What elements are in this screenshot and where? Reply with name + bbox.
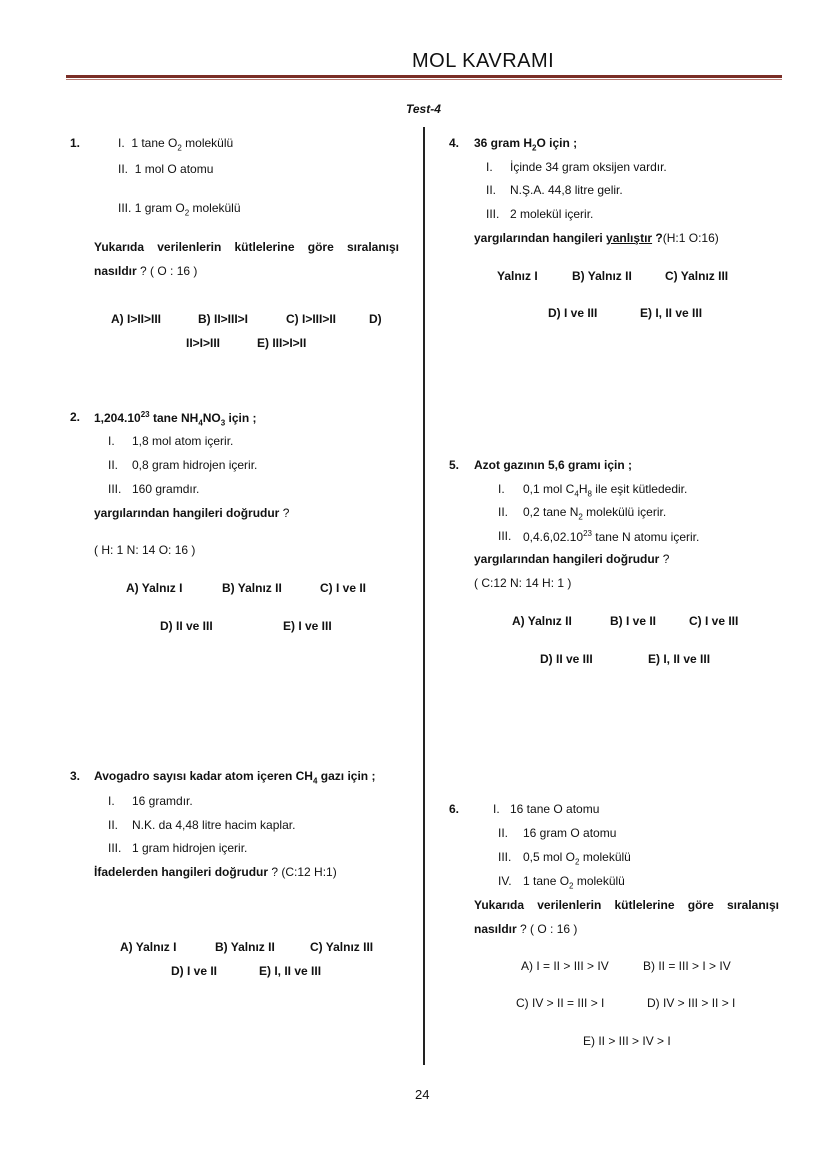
option-d[interactable]: D): [369, 312, 382, 326]
option-e[interactable]: E) II > III > IV > I: [583, 1034, 671, 1048]
item-ii-text: N.Ş.A. 44,8 litre gelir.: [510, 183, 623, 197]
item-iii: III. 1 gram $O_2$ molekülü: [118, 201, 241, 218]
option-c[interactable]: C) Yalnız III: [310, 940, 374, 954]
option-a[interactable]: A) I = II > III > IV: [521, 959, 609, 973]
item-iii-text: 0,5 mol $O_2$ molekülü: [523, 850, 631, 867]
question-prompt: yargılarından hangileri doğrudur ?: [474, 552, 670, 566]
atomic-masses: ( H: 1 N: 14 O: 16 ): [94, 543, 196, 557]
item-ii-text: 16 gram O atomu: [523, 826, 617, 840]
option-a[interactable]: Yalnız I: [497, 269, 538, 283]
item-iii-text: 0,4.6,02.10$^{23}$ tane N atomu içerir.: [523, 529, 700, 544]
item-i: I.: [108, 794, 115, 808]
question-number: 1.: [70, 136, 81, 150]
item-ii: II.: [108, 818, 119, 832]
item-iii-text: 160 gramdır.: [132, 482, 200, 496]
question-prompt: yargılarından hangileri yanlıştır ?(H:1 O:16): [474, 231, 719, 245]
item-i: I.: [108, 434, 115, 448]
option-b[interactable]: B) Yalnız II: [572, 269, 632, 283]
question-stem: Avogadro sayısı kadar atom içeren $CH_4$ gazı için ;: [94, 769, 376, 786]
option-c[interactable]: C) I ve III: [689, 614, 739, 628]
item-i-text: 0,1 mol $C_4H_8$ ile eşit kütlededir.: [523, 482, 688, 499]
item-iii: III.: [498, 850, 512, 864]
question-stem-2: nasıldır ? ( O : 16 ): [94, 264, 198, 278]
option-d-value[interactable]: II>I>III: [186, 336, 221, 350]
question-stem-2: nasıldır ? ( O : 16 ): [474, 922, 578, 936]
item-ii: II.: [498, 826, 509, 840]
item-iii: III.: [108, 841, 122, 855]
option-d[interactable]: D) II ve III: [540, 652, 593, 666]
option-a[interactable]: A) Yalnız II: [512, 614, 572, 628]
option-d[interactable]: D) II ve III: [160, 619, 213, 633]
option-a[interactable]: A) Yalnız I: [126, 581, 183, 595]
page-title: MOL KAVRAMI: [412, 50, 555, 72]
item-ii: II.: [108, 458, 119, 472]
item-ii-text: N.K. da 4,48 litre hacim kaplar.: [132, 818, 296, 832]
question-stem: Azot gazının 5,6 gramı için ;: [474, 458, 633, 472]
option-b[interactable]: B) II = III > I > IV: [643, 959, 731, 973]
option-e[interactable]: E) I ve III: [283, 619, 332, 633]
option-b[interactable]: B) I ve II: [610, 614, 657, 628]
item-i-text: İçinde 34 gram oksijen vardır.: [510, 160, 667, 174]
option-d[interactable]: D) IV > III > II > I: [647, 996, 736, 1010]
option-c[interactable]: C) I ve II: [320, 581, 367, 595]
option-c[interactable]: C) Yalnız III: [665, 269, 729, 283]
option-c[interactable]: C) I>III>II: [286, 312, 337, 326]
option-e[interactable]: E) III>I>II: [257, 336, 307, 350]
option-c[interactable]: C) IV > II = III > I: [516, 996, 605, 1010]
column-divider: [423, 127, 425, 1065]
question-stem: Yukarıda verilenlerin kütlelerine göre sıralanışı: [94, 240, 399, 254]
question-number: 2.: [70, 410, 81, 424]
item-i: I.: [486, 160, 493, 174]
item-iii: III.: [108, 482, 122, 496]
option-b[interactable]: B) Yalnız II: [222, 581, 282, 595]
page-number: 24: [415, 1087, 430, 1102]
item-i: I.: [498, 482, 505, 496]
question-prompt: yargılarından hangileri doğrudur ?: [94, 506, 290, 520]
option-a[interactable]: A) Yalnız I: [120, 940, 177, 954]
item-iii-text: 2 molekül içerir.: [510, 207, 594, 221]
option-a[interactable]: A) I>II>III: [111, 312, 162, 326]
question-stem: 36 gram $H_2O$ için ;: [474, 136, 578, 153]
item-iv-text: 1 tane $O_2$ molekülü: [523, 874, 625, 891]
option-d[interactable]: D) I ve II: [171, 964, 218, 978]
option-e[interactable]: E) I, II ve III: [640, 306, 703, 320]
question-prompt: İfadelerden hangileri doğrudur ? (C:12 H:1): [94, 865, 337, 879]
item-ii-text: 0,2 tane $N_2$ molekülü içerir.: [523, 505, 667, 522]
option-d[interactable]: D) I ve III: [548, 306, 598, 320]
header-rule-thin: [66, 79, 782, 80]
option-e[interactable]: E) I, II ve III: [259, 964, 322, 978]
question-stem: Yukarıda verilenlerin kütlelerine göre sıralanışı: [474, 898, 779, 912]
item-i: I.: [493, 802, 500, 816]
option-b[interactable]: B) Yalnız II: [215, 940, 275, 954]
option-e[interactable]: E) I, II ve III: [648, 652, 711, 666]
question-number: 6.: [449, 802, 460, 816]
test-label: Test-4: [406, 102, 441, 116]
item-i-text: 16 gramdır.: [132, 794, 193, 808]
item-ii: II.: [486, 183, 497, 197]
question-number: 4.: [449, 136, 460, 150]
item-i: I. 1 tane $O_2$ molekülü: [118, 136, 234, 153]
header-rule: [66, 75, 782, 78]
item-iv: IV.: [498, 874, 512, 888]
item-i-text: 1,8 mol atom içerir.: [132, 434, 234, 448]
question-number: 5.: [449, 458, 460, 472]
item-iii: III.: [498, 529, 512, 543]
atomic-masses: ( C:12 N: 14 H: 1 ): [474, 576, 572, 590]
item-ii: II.: [498, 505, 509, 519]
question-number: 3.: [70, 769, 81, 783]
item-iii-text: 1 gram hidrojen içerir.: [132, 841, 248, 855]
item-ii: II. 1 mol O atomu: [118, 162, 214, 176]
item-ii-text: 0,8 gram hidrojen içerir.: [132, 458, 258, 472]
item-iii: III.: [486, 207, 500, 221]
option-b[interactable]: B) II>III>I: [198, 312, 249, 326]
item-i-text: 16 tane O atomu: [510, 802, 600, 816]
question-stem: 1,204.10$^{23}$ tane $NH_4NO_3$ için ;: [94, 410, 257, 428]
